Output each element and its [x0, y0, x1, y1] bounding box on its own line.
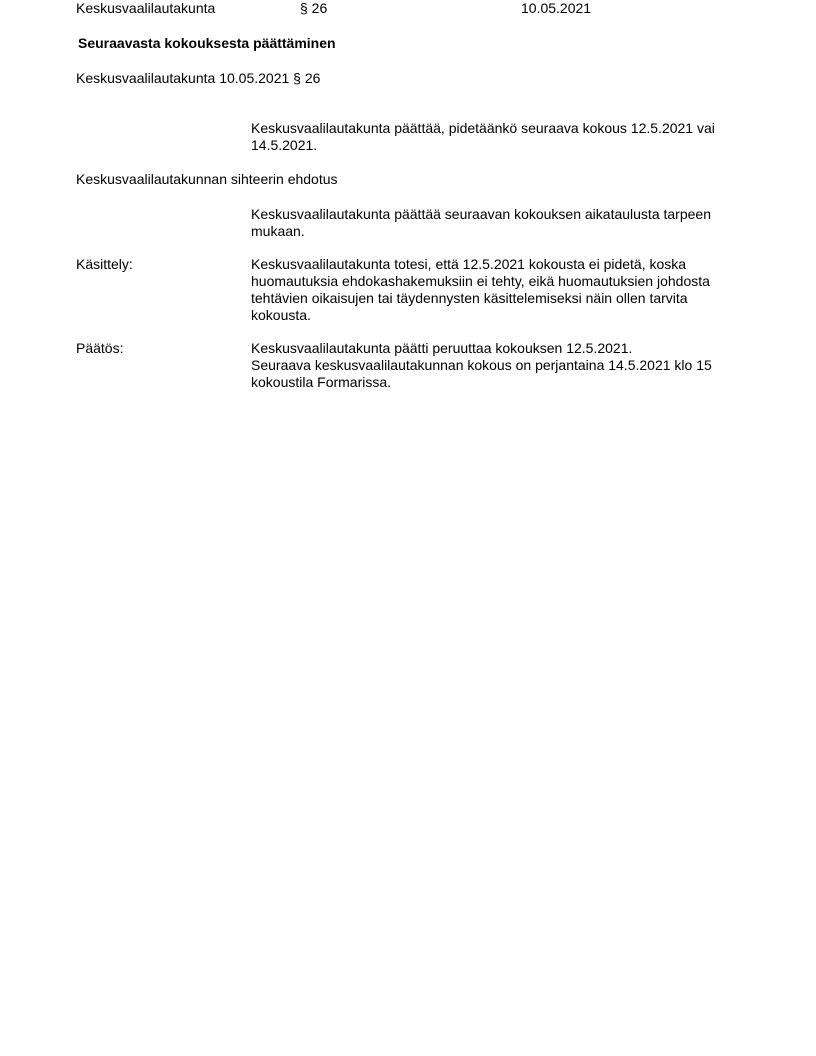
decision-line-2: Seuraava keskusvaalilautakunnan kokous on perjantaina 14.5.2021 klo 15 kokoustila Formarissa. — [251, 357, 712, 390]
decision-label: Päätös: — [76, 340, 124, 356]
meeting-reference: Keskusvaalilautakunta 10.05.2021 § 26 — [76, 70, 321, 86]
decision-line-1: Keskusvaalilautakunta päätti peruuttaa kokouksen 12.5.2021. — [251, 340, 633, 356]
header-section-number: § 26 — [300, 0, 328, 16]
handling-label: Käsittely: — [76, 256, 133, 272]
header-date: 10.05.2021 — [521, 0, 592, 16]
handling-paragraph: Keskusvaalilautakunta totesi, että 12.5.2021 kokousta ei pidetä, koska huomautuksia ehdokashakemuksiin ei tehty, eikä huomautuksien johdosta tehtävien oikaisujen tai täydennysten käsittelemiseksi näin ollen tarvita kokousta. — [251, 256, 710, 323]
proposal-paragraph: Keskusvaalilautakunta päättää seuraavan kokouksen aikataulusta tarpeen mukaan. — [251, 206, 711, 239]
header-body-name: Keskusvaalilautakunta — [76, 0, 216, 16]
document-title: Seuraavasta kokouksesta päättäminen — [78, 35, 336, 51]
decision-paragraph — [251, 340, 741, 391]
intro-paragraph: Keskusvaalilautakunta päättää, pidetäänkö seuraava kokous 12.5.2021 vai 14.5.2021. — [251, 120, 715, 153]
proposal-heading: Keskusvaalilautakunnan sihteerin ehdotus — [76, 171, 338, 187]
